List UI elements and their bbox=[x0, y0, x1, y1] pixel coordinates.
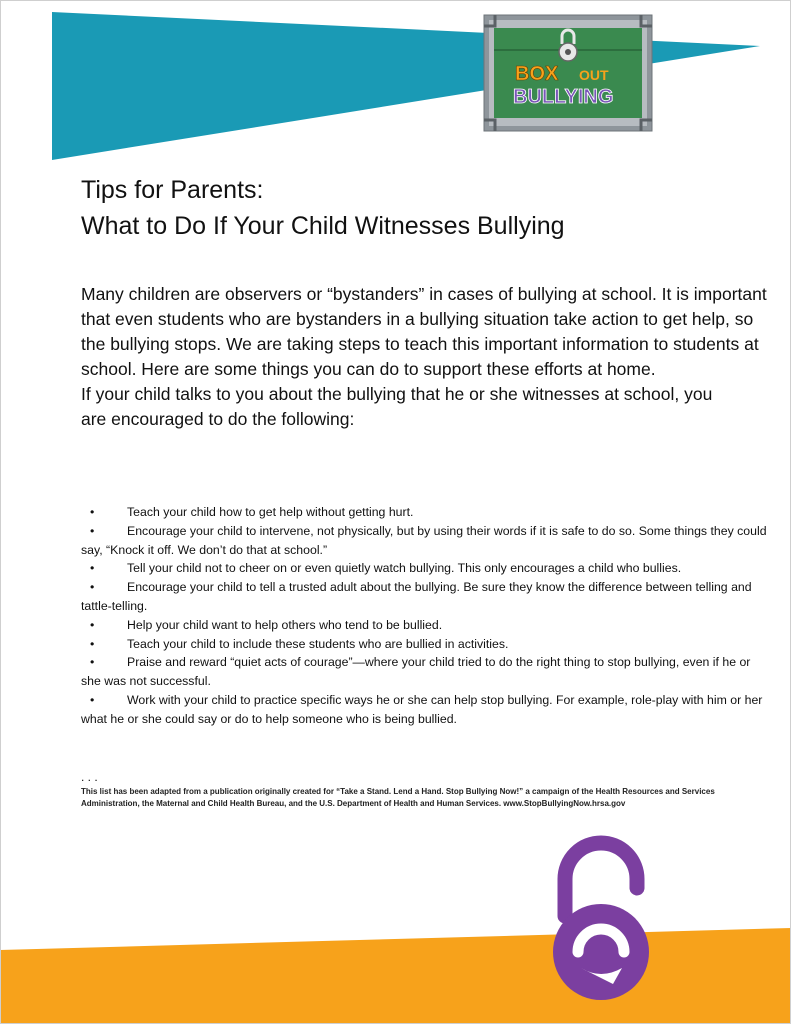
title-line-1: Tips for Parents: bbox=[81, 176, 264, 204]
intro-text bbox=[81, 282, 771, 432]
intro-paragraph-2b: are encouraged to do the following: bbox=[81, 409, 355, 429]
bottom-orange-banner bbox=[0, 824, 791, 1024]
top-teal-banner bbox=[0, 0, 791, 170]
box-out-bullying-logo bbox=[483, 14, 653, 132]
source-credit: This list has been adapted from a publication originally created for “Take a Stand. Lend a Hand. Stop Bullying Now!” a campaign of the Health Resources and Services Administration, the Maternal and Child Health Bureau, and the U.S. Department of Health and Human Services. www.StopBullyingNow.hrsa.gov bbox=[81, 787, 715, 808]
tip-item: • Work with your child to practice specific ways he or she can help stop bullying. For example, role-play with him or her what he or she could say or do to help someone who is being bullied. bbox=[81, 692, 763, 726]
tip-item: • Praise and reward “quiet acts of courage”—where your child tried to do the right thing to stop bullying, even if he or she was not successful. bbox=[81, 655, 751, 689]
page-title bbox=[81, 172, 721, 244]
title-line-2: What to Do If Your Child Witnesses Bullying bbox=[81, 212, 565, 240]
tip-item: • Teach your child how to get help without getting hurt. bbox=[90, 505, 414, 519]
intro-paragraph-2a: If your child talks to you about the bullying that he or she witnesses at school, you bbox=[81, 384, 713, 404]
open-padlock-icon bbox=[553, 843, 649, 1000]
tip-item: • Tell your child not to cheer on or even quietly watch bullying. This only encourages a child who bullies. bbox=[90, 561, 682, 576]
tip-item: • Encourage your child to tell a trusted adult about the bullying. Be sure they know the difference between telling and tattle-telling. bbox=[81, 580, 752, 613]
tip-item: • Teach your child to include these students who are bullied in activities. bbox=[90, 636, 509, 651]
tip-item: • Help your child want to help others who tend to be bullied. bbox=[90, 617, 443, 632]
logo-text-box: BOX bbox=[515, 63, 559, 85]
intro-paragraph-1: Many children are observers or “bystanders” in cases of bullying at school. It is important that even students who are bystanders in a bullying situation take action to get help, so the bullying stops. We are taking steps to teach this important information to students at school. Here are some things you can do to support these efforts at home. bbox=[81, 284, 767, 379]
tips-list bbox=[81, 503, 771, 729]
logo-text-out: OUT bbox=[579, 67, 609, 83]
logo-text-bullying: BULLYING bbox=[513, 86, 614, 108]
ellipsis: . . . bbox=[81, 770, 98, 784]
tip-item: • Encourage your child to intervene, not physically, but by using their words if it is safe to do so. Some things they could say, “Knock it off. We don’t do that at school.” bbox=[81, 523, 767, 557]
